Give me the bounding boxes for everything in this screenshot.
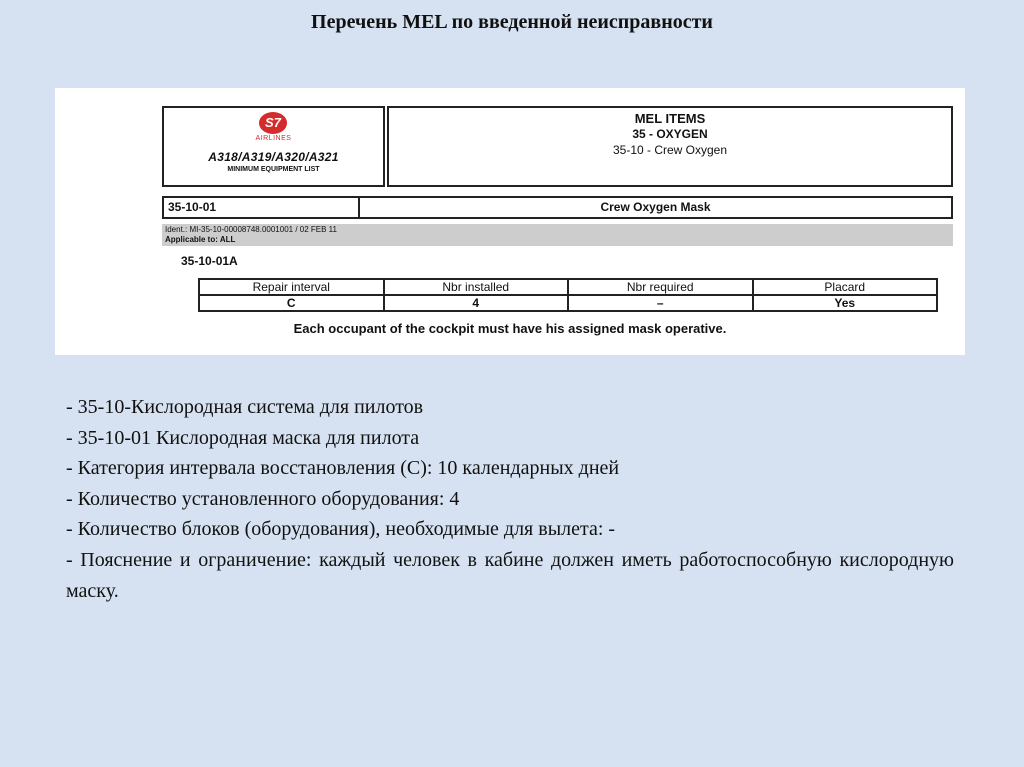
table-header-row (199, 279, 937, 295)
header-repair-interval: Repair interval (199, 279, 384, 295)
mel-conditions-table (198, 278, 938, 312)
description-line: - Количество установленного оборудования: 4 (66, 487, 460, 510)
table-row (199, 295, 937, 311)
remark-text: Each occupant of the cockpit must have his assigned mask operative. (293, 321, 727, 336)
description-line: - 35-10-01 Кислородная маска для пилота (66, 426, 420, 449)
ata-section: 35-10 - Crew Oxygen (612, 143, 728, 157)
cell-nbr-installed: 4 (384, 295, 569, 311)
header-placard: Placard (753, 279, 938, 295)
header-nbr-required: Nbr required (568, 279, 753, 295)
mel-header-left (162, 106, 385, 187)
ident-band (162, 224, 953, 246)
airline-label: AIRLINES (255, 135, 292, 142)
applicability-text: Applicable to: ALL (165, 235, 236, 244)
sub-item-code: 35-10-01A (181, 254, 238, 268)
aircraft-types: A318/A319/A320/A321 (208, 150, 339, 164)
item-title: Crew Oxygen Mask (600, 200, 711, 214)
item-code: 35-10-01 (164, 198, 360, 217)
description-list (66, 392, 954, 606)
mel-page-excerpt (55, 88, 965, 355)
ident-text: Ident.: MI-35-10-00008748.0001001 / 02 FEB 11 (165, 225, 337, 234)
cell-repair-interval: C (199, 295, 384, 311)
description-line: - Категория интервала восстановления (С): 10 календарных дней (66, 457, 620, 480)
list-name: MINIMUM EQUIPMENT LIST (227, 166, 320, 173)
airline-logo: S7 (259, 112, 287, 134)
mel-header-right (387, 106, 953, 187)
header-items-label: MEL ITEMS (634, 111, 706, 126)
slide-title: Перечень MEL по введенной неисправности (311, 11, 713, 33)
item-bar (162, 196, 953, 219)
description-line: - Пояснение и ограничение: каждый человек в кабине должен иметь работоспособную кислородную маску. (66, 548, 954, 602)
ata-chapter: 35 - OXYGEN (632, 127, 708, 141)
cell-placard: Yes (753, 295, 938, 311)
header-nbr-installed: Nbr installed (384, 279, 569, 295)
cell-nbr-required: – (568, 295, 753, 311)
description-line: - Количество блоков (оборудования), необходимые для вылета: - (66, 518, 616, 541)
description-line: - 35-10-Кислородная система для пилотов (66, 396, 424, 418)
